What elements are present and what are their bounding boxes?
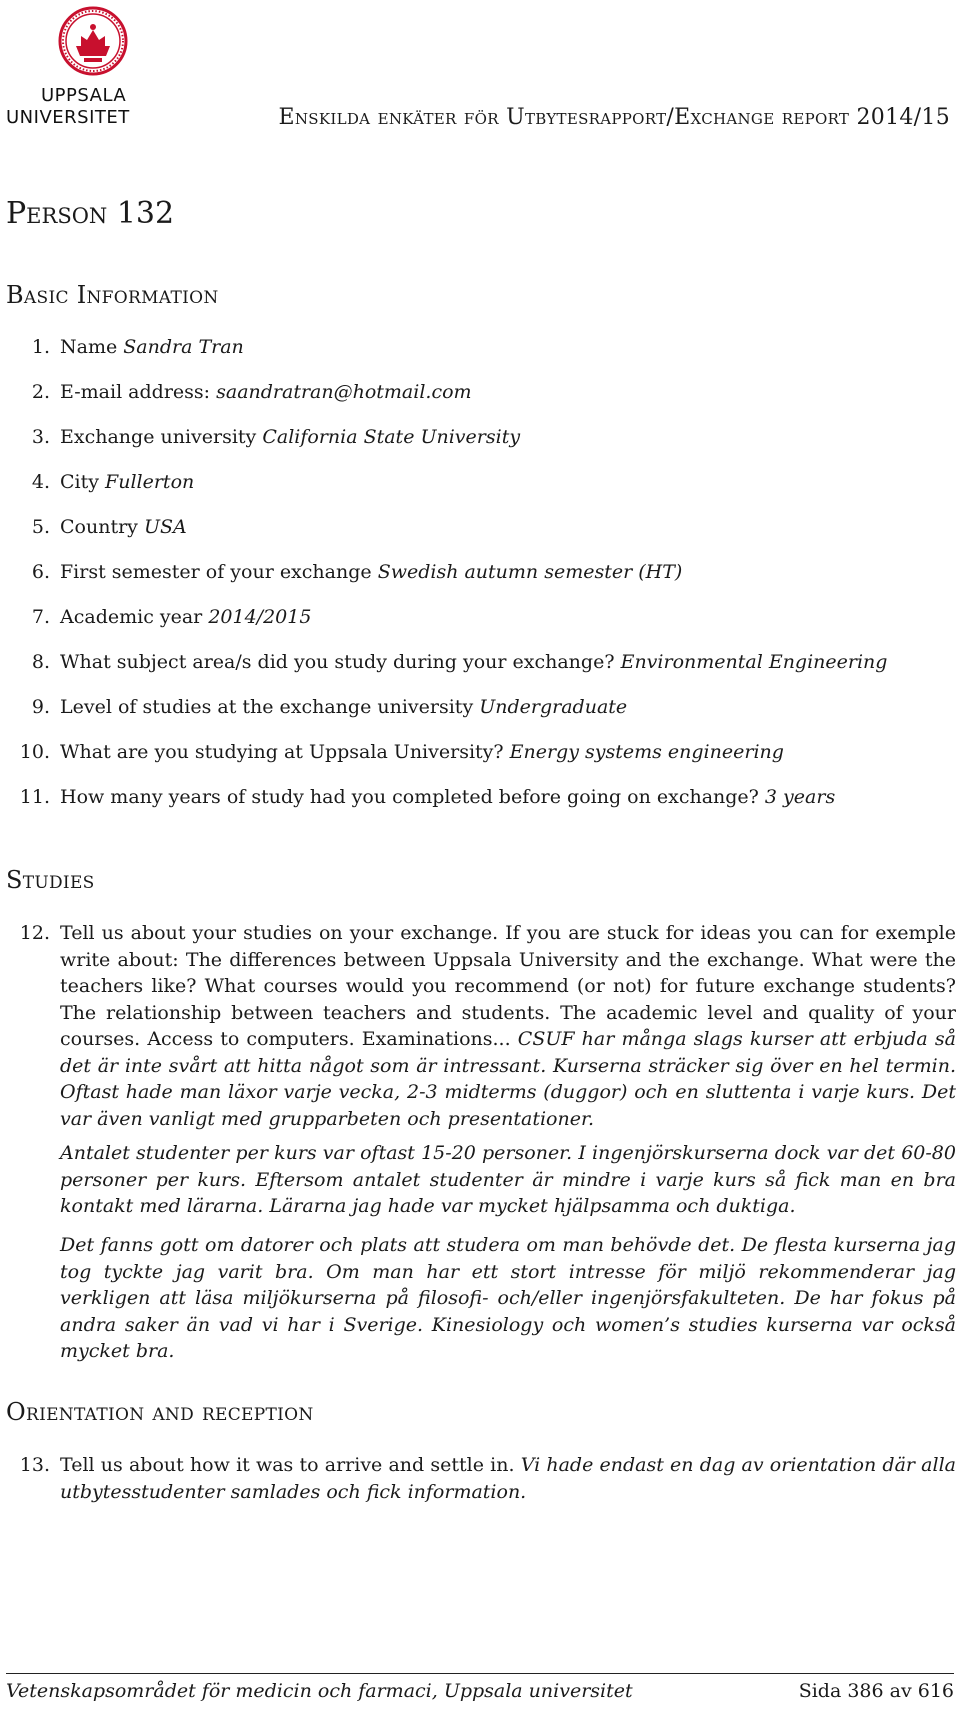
item-answer: saandratran@hotmail.com (216, 381, 472, 403)
item-question: How many years of study had you completed before going on exchange? (60, 786, 759, 808)
item-answer: Sandra Tran (123, 336, 244, 358)
item-answer: Environmental Engineering (620, 651, 888, 673)
item-question: First semester of your exchange (60, 561, 372, 583)
item-number: 8. (31, 651, 50, 673)
item-answer: 3 years (764, 786, 836, 808)
item-answer: California State University (262, 426, 521, 448)
section-heading-studies: Studies (6, 866, 95, 894)
item-number: 2. (31, 381, 50, 403)
item-number: 13. (19, 1454, 50, 1476)
item-question: Level of studies at the exchange university (60, 696, 474, 718)
item-question: Tell us about how it was to arrive and settle in. (60, 1454, 515, 1476)
section-heading-basic: Basic Information (6, 281, 219, 309)
item-answer: Swedish autumn semester (HT) (377, 561, 683, 583)
page-title: Person 132 (6, 196, 175, 231)
item-question: Exchange university (60, 426, 257, 448)
university-name-line1: UPPSALA (41, 85, 127, 106)
item-answer: USA (143, 516, 187, 538)
item-question: Name (60, 336, 118, 358)
item-number: 6. (31, 561, 50, 583)
item-number: 11. (19, 786, 50, 808)
footer-page-number: Sida 386 av 616 (798, 1680, 954, 1702)
item-answer-paragraph-2: Antalet studenter per kurs var oftast 15-20 personer. I ingenjörskurserna dock var det 60-80 personer per kurs. Eftersom antalet studenter är mindre i varje kurs så fick man en bra kontakt med lärarna. Lärarna jag hade var mycket hjälpsamma och duktiga. (60, 1142, 956, 1217)
item-answer: Energy systems engineering (509, 741, 784, 763)
item-question: E-mail address: (60, 381, 211, 403)
item-number: 5. (31, 516, 50, 538)
item-number: 7. (31, 606, 50, 628)
footer-faculty: Vetenskapsområdet för medicin och farmaci, Uppsala universitet (6, 1680, 633, 1702)
item-answer-paragraph-1: CSUF har många slags kurser att erbjuda så det är inte svårt att hitta något som är intressant. Kurserna sträcker sig över en hel termin. Oftast hade man läxor varje vecka, 2-3 midterms (duggor) och en sluttenta i varje kurs. Det var även vanligt med grupparbeten och presentationer. (60, 1028, 956, 1130)
header-title: Enskilda enkäter för Utbytesrapport/Exchange report 2014/15 (278, 105, 950, 130)
page-header (6, 6, 954, 131)
item-answer: Undergraduate (479, 696, 628, 718)
university-seal-icon (58, 6, 128, 76)
university-name-line2: UNIVERSITET (6, 107, 130, 128)
item-question: What are you studying at Uppsala University? (60, 741, 504, 763)
section-heading-orientation: Orientation and reception (6, 1398, 314, 1426)
item-question: City (60, 471, 99, 493)
item-question: What subject area/s did you study during your exchange? (60, 651, 615, 673)
item-answer: 2014/2015 (208, 606, 312, 628)
item-number: 1. (31, 336, 50, 358)
footer-divider (6, 1673, 954, 1674)
item-number: 9. (31, 696, 50, 718)
item-question: Academic year (60, 606, 203, 628)
item-answer-paragraph-3: Det fanns gott om datorer och plats att studera om man behövde det. De flesta kurserna jag tog tyckte jag varit bra. Om man har ett stort intresse för miljö rekommenderar jag verkligen att läsa miljökurserna på filosofi- och/eller ingenjörsfakulteten. De har fokus på andra saker än vad vi har i Sverige. Kinesiology och women’s studies kurserna var också mycket bra. (60, 1234, 956, 1362)
item-number: 10. (19, 741, 50, 763)
item-number: 3. (31, 426, 50, 448)
item-answer: Fullerton (105, 471, 195, 493)
item-question: Country (60, 516, 138, 538)
item-answer: Vi hade endast en dag av orientation där alla utbytesstudenter samlades och fick information. (60, 1454, 956, 1503)
item-number: 12. (19, 922, 50, 944)
item-question: Tell us about your studies on your exchange. If you are stuck for ideas you can for exemple write about: The differences between Uppsala University and the exchange. What were the teachers like? What courses would you recommend (or not) for future exchange students? The relationship between teachers and students. The academic level and quality of your courses. Access to computers. Examinations... (60, 922, 956, 1050)
item-number: 4. (31, 471, 50, 493)
